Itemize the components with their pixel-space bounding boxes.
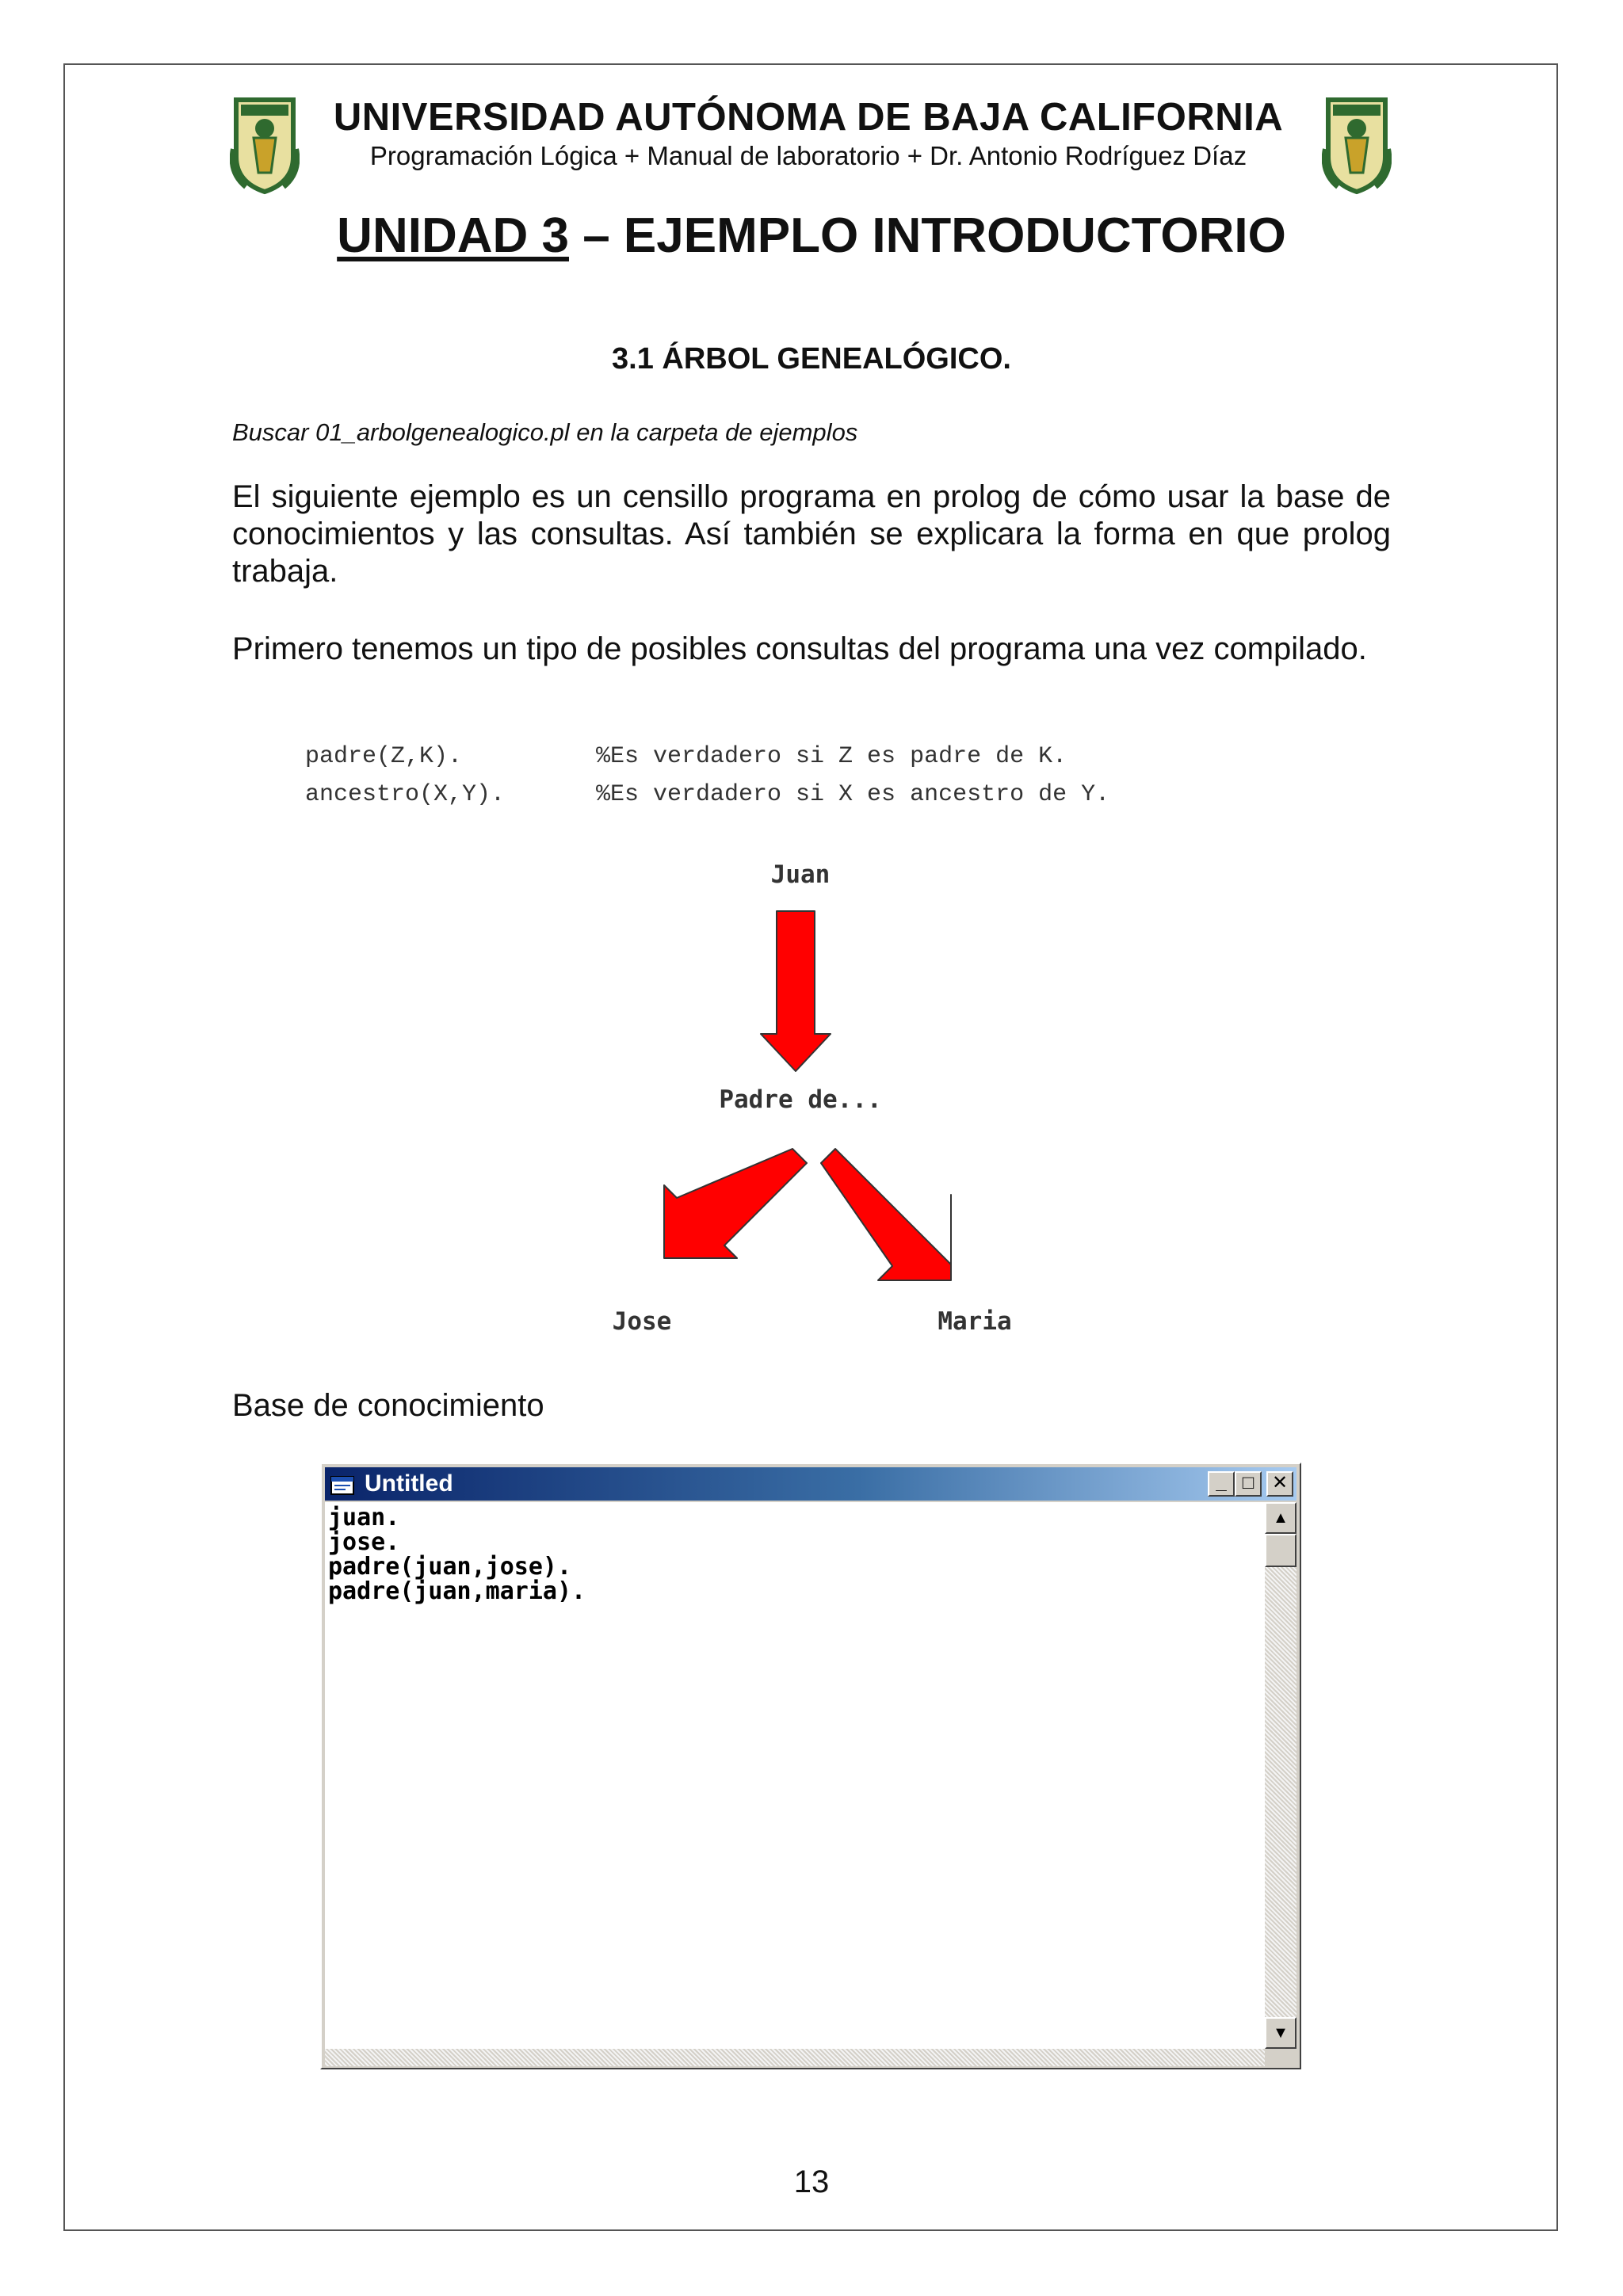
arrow-down-left: [664, 1149, 807, 1258]
unit-number: UNIDAD 3: [337, 208, 569, 263]
window-title: Untitled: [365, 1470, 453, 1497]
university-crest-icon: [230, 93, 300, 195]
header-subtitle: Programación Lógica + Manual de laboratorio + Dr. Antonio Rodríguez Díaz: [369, 141, 1247, 170]
university-crest-icon: [1322, 93, 1392, 195]
minimize-button[interactable]: _: [1208, 1471, 1235, 1497]
knowledge-base-code[interactable]: juan. jose. padre(juan,jose). padre(juan,maria).: [328, 1504, 586, 1605]
queries-paragraph: Primero tenemos un tipo de posibles consultas del programa una vez compilado.: [232, 631, 1367, 666]
page-number: 13: [793, 2164, 830, 2199]
editor-window: [320, 1463, 1301, 2069]
scroll-up-button[interactable]: ▲: [1265, 1502, 1296, 1534]
scroll-down-button[interactable]: ▼: [1265, 2017, 1296, 2049]
scroll-thumb[interactable]: [1265, 1534, 1296, 1567]
knowledge-base-label: Base de conocimiento: [232, 1388, 544, 1423]
horizontal-scrollbar[interactable]: [325, 2049, 1265, 2066]
tree-root-label: Juan: [770, 860, 831, 889]
section-title: 3.1 ÁRBOL GENEALÓGICO.: [612, 342, 1011, 376]
unit-title-text: – EJEMPLO INTRODUCTORIO: [568, 208, 1286, 263]
document-icon: [330, 1472, 355, 1496]
window-titlebar[interactable]: [325, 1467, 1296, 1501]
search-instruction: Buscar 01_arbolgenealogico.pl en la carpeta de ejemplos: [232, 418, 858, 446]
code-comment: %Es verdadero si Z es padre de K.: [596, 743, 1067, 770]
maximize-button[interactable]: □: [1235, 1471, 1262, 1497]
intro-paragraph: El siguiente ejemplo es un censillo programa en prolog de cómo usar la base de conocimientos y las consultas. Así también se explicara la forma en que prolog trabaja.: [232, 479, 1391, 589]
tree-child-label: Jose: [612, 1307, 672, 1336]
arrow-down-right: [821, 1149, 951, 1280]
editor-text-area[interactable]: [325, 1502, 1265, 2049]
university-name: UNIVERSIDAD AUTÓNOMA DE BAJA CALIFORNIA: [333, 96, 1284, 139]
tree-child-label: Maria: [938, 1307, 1012, 1336]
vertical-scrollbar[interactable]: [1265, 1502, 1296, 2049]
code-comment: %Es verdadero si X es ancestro de Y.: [596, 781, 1110, 808]
tree-relation-label: Padre de...: [719, 1085, 882, 1114]
code-query: ancestro(X,Y).: [305, 781, 506, 808]
unit-title: [0, 208, 1623, 264]
arrow-down: [761, 911, 831, 1071]
close-button[interactable]: ✕: [1266, 1471, 1293, 1497]
code-query: padre(Z,K).: [305, 743, 463, 770]
